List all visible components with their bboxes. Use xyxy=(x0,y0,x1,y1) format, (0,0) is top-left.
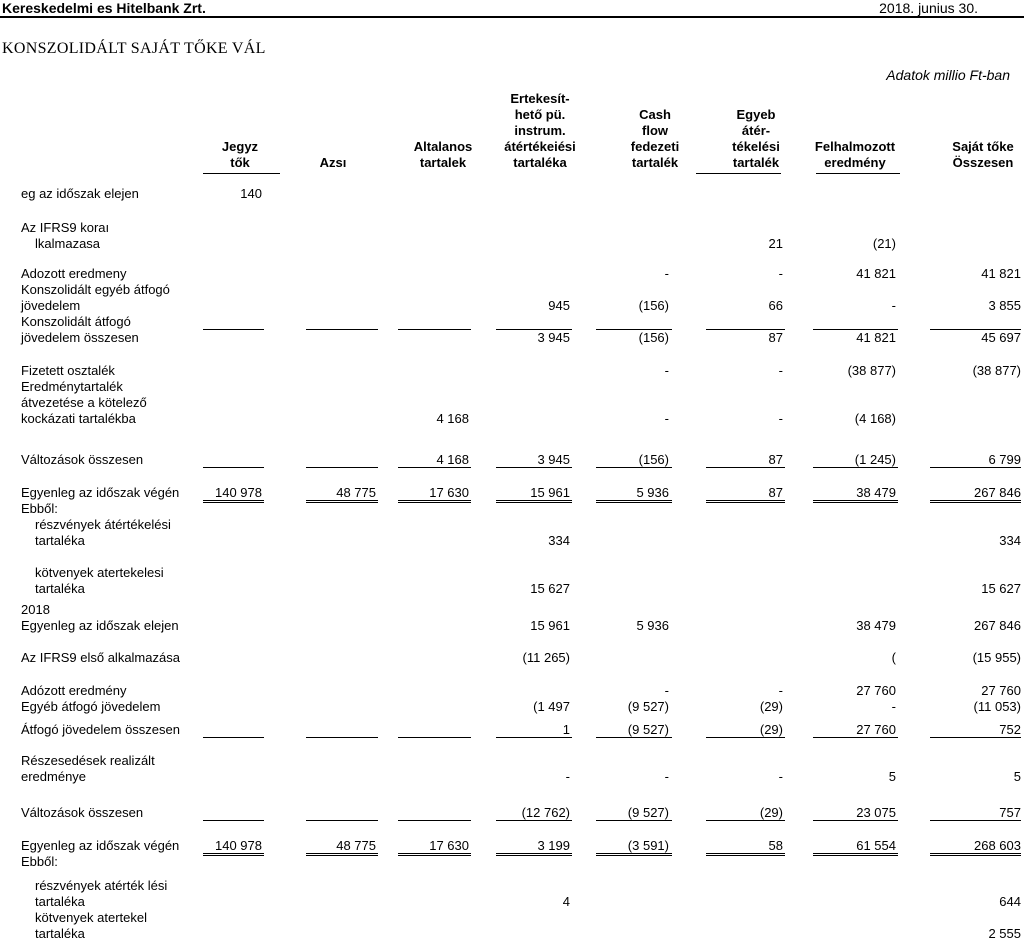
value-cell: - xyxy=(664,266,669,281)
total-rule xyxy=(706,853,785,856)
row-label-line: Ebből: xyxy=(21,854,58,869)
column-header-line: Felhalmozott xyxy=(814,139,896,154)
value-cell: (21) xyxy=(872,236,896,251)
column-header xyxy=(490,91,590,171)
subtotal-rule xyxy=(398,329,471,330)
subtotal-rule xyxy=(706,820,785,821)
column-header-line: Altalanos xyxy=(413,139,473,154)
value-cell: 268 603 xyxy=(974,838,1021,853)
subtotal-rule xyxy=(496,737,572,738)
column-header-line: fedezeti xyxy=(630,139,680,154)
table-row xyxy=(0,910,1024,942)
column-header-line: Összesen xyxy=(952,155,1014,170)
report-date: 2018. junius 30. xyxy=(879,0,978,16)
value-cell: 23 075 xyxy=(856,805,896,820)
column-header xyxy=(716,107,796,171)
row-label-line: tartaléka xyxy=(35,894,85,909)
table-row xyxy=(0,379,1024,427)
value-cell: (11 265) xyxy=(522,650,570,665)
value-cell: 87 xyxy=(768,330,783,345)
table-row xyxy=(0,517,1024,549)
subtotal-rule xyxy=(203,467,264,468)
column-header-line: Saját tőke xyxy=(952,139,1014,154)
column-header xyxy=(938,139,1024,171)
table-row xyxy=(0,753,1024,785)
value-cell: - xyxy=(664,769,669,784)
value-cell: 4 xyxy=(562,894,570,909)
table-row xyxy=(0,220,1024,252)
value-cell: (9 527) xyxy=(627,805,669,820)
subtotal-rule xyxy=(596,820,672,821)
value-cell: - xyxy=(778,363,783,378)
column-header-line: Egyeb xyxy=(736,107,776,122)
value-cell: 15 627 xyxy=(530,581,570,596)
column-header-line: tartaléka xyxy=(513,155,567,170)
column-header-line: flow xyxy=(642,123,668,138)
subtotal-rule xyxy=(930,737,1021,738)
value-cell: 15 627 xyxy=(981,581,1021,596)
row-label-line: Ebből: xyxy=(21,501,58,516)
subtotal-rule xyxy=(398,467,471,468)
row-label-line: részvények atérték lési xyxy=(35,878,168,893)
column-header-line: átértékeiési xyxy=(504,139,576,154)
value-cell: 334 xyxy=(548,533,570,548)
row-label-line: Eredménytartalék xyxy=(21,379,123,394)
value-cell: 48 775 xyxy=(336,838,376,853)
row-label-line: Az IFRS9 első alkalmazása xyxy=(21,650,180,665)
value-cell: (29) xyxy=(759,722,783,737)
row-label xyxy=(21,186,139,202)
value-cell: - xyxy=(664,363,669,378)
value-cell: 267 846 xyxy=(974,618,1021,633)
row-label-line: Az IFRS9 koraı xyxy=(21,220,110,235)
value-cell: 27 760 xyxy=(856,722,896,737)
value-cell: 66 xyxy=(768,298,783,313)
total-rule xyxy=(930,853,1021,856)
total-rule xyxy=(706,500,785,503)
column-header-line: tartalék xyxy=(732,155,780,170)
subtotal-rule xyxy=(706,329,785,330)
row-label-line: lkalmazasa xyxy=(35,236,101,251)
value-cell: 48 775 xyxy=(336,485,376,500)
value-cell: - xyxy=(891,298,896,313)
table-row xyxy=(0,699,1024,715)
value-cell: 3 945 xyxy=(537,452,570,467)
row-label-line: Egyenleg az időszak végén xyxy=(21,485,180,500)
value-cell: 61 554 xyxy=(856,838,896,853)
value-cell: 757 xyxy=(999,805,1021,820)
table-row xyxy=(0,683,1024,699)
row-label xyxy=(21,314,139,346)
column-header xyxy=(398,139,488,171)
column-header xyxy=(615,107,695,171)
value-cell: - xyxy=(565,769,570,784)
value-cell: 4 168 xyxy=(436,452,469,467)
row-label xyxy=(21,910,147,942)
table-row xyxy=(0,452,1024,468)
row-label xyxy=(21,452,143,468)
table-row xyxy=(0,650,1024,666)
row-label xyxy=(21,266,127,282)
value-cell: 58 xyxy=(768,838,783,853)
column-header-line: tők xyxy=(230,155,250,170)
value-cell: (156) xyxy=(638,298,669,313)
row-label xyxy=(21,753,155,785)
row-label xyxy=(21,683,127,699)
header-underline xyxy=(203,173,280,174)
total-rule xyxy=(306,853,378,856)
subtotal-rule xyxy=(706,737,785,738)
row-label xyxy=(21,282,170,314)
table-row xyxy=(0,266,1024,282)
table-row xyxy=(0,282,1024,314)
value-cell: (4 168) xyxy=(854,411,896,426)
row-label-line: Átfogó jövedelem összesen xyxy=(21,722,180,737)
column-header-line: átér- xyxy=(741,123,771,138)
row-label xyxy=(21,722,180,738)
value-cell: (3 591) xyxy=(627,838,669,853)
subtotal-rule xyxy=(306,329,378,330)
row-label-line: kötvenyek atertekelesi xyxy=(35,565,164,580)
row-label-line: Konszolidált átfogó xyxy=(21,314,131,329)
unit-note: Adatok millio Ft-ban xyxy=(886,67,1010,83)
column-header-line: Cash xyxy=(639,107,671,122)
value-cell: 1 xyxy=(562,722,570,737)
value-cell: (1 245) xyxy=(854,452,896,467)
value-cell: 17 630 xyxy=(429,838,469,853)
row-label xyxy=(21,650,180,666)
value-cell: 644 xyxy=(999,894,1021,909)
subtotal-rule xyxy=(203,737,264,738)
table-row xyxy=(0,314,1024,346)
table-row xyxy=(0,854,1024,870)
value-cell: 140 978 xyxy=(215,485,262,500)
subtotal-rule xyxy=(306,737,378,738)
row-label xyxy=(21,363,115,379)
subtotal-rule xyxy=(398,820,471,821)
value-cell: (38 877) xyxy=(972,363,1021,378)
column-header xyxy=(303,155,363,171)
row-label-line: eredménye xyxy=(21,769,87,784)
row-label-line: Adózott eredmény xyxy=(21,683,127,698)
value-cell: 3 945 xyxy=(537,330,570,345)
value-cell: 87 xyxy=(768,485,783,500)
value-cell: 27 760 xyxy=(981,683,1021,698)
company-name: Kereskedelmi es Hitelbank Zrt. xyxy=(2,0,206,16)
row-label-line: Egyéb átfogó jövedelem xyxy=(21,699,161,714)
value-cell: - xyxy=(664,683,669,698)
value-cell: (156) xyxy=(638,452,669,467)
value-cell: 5 xyxy=(888,769,896,784)
subtotal-rule xyxy=(930,820,1021,821)
total-rule xyxy=(813,500,898,503)
row-label xyxy=(21,501,58,517)
row-label-line: Egyenleg az időszak elejen xyxy=(21,618,179,633)
total-rule xyxy=(203,500,264,503)
table-row xyxy=(0,485,1024,501)
row-label-line: Részesedések realizált xyxy=(21,753,155,768)
value-cell: 38 479 xyxy=(856,618,896,633)
subtotal-rule xyxy=(813,329,898,330)
value-cell: - xyxy=(891,699,896,714)
column-header-line: Jegyz xyxy=(221,139,259,154)
value-cell: 41 821 xyxy=(856,330,896,345)
row-label xyxy=(21,854,58,870)
total-rule xyxy=(496,853,572,856)
subtotal-rule xyxy=(813,467,898,468)
value-cell: 15 961 xyxy=(530,485,570,500)
value-cell: 21 xyxy=(768,236,783,251)
column-header-line: hető pü. xyxy=(514,107,566,122)
value-cell: - xyxy=(778,266,783,281)
table-row xyxy=(0,722,1024,738)
value-cell: 3 855 xyxy=(988,298,1021,313)
header-underline xyxy=(696,173,781,174)
row-label-line: kockázati tartalékba xyxy=(21,411,136,426)
row-label-line: tartaléka xyxy=(35,926,85,941)
subtotal-rule xyxy=(306,467,378,468)
total-rule xyxy=(596,853,672,856)
subtotal-rule xyxy=(596,737,672,738)
value-cell: (15 955) xyxy=(972,650,1021,665)
row-label-line: 2018 xyxy=(21,602,50,617)
row-label xyxy=(21,602,179,634)
subtotal-rule xyxy=(496,467,572,468)
row-label-line: részvények átértékelési xyxy=(35,517,171,532)
row-label xyxy=(21,565,164,597)
value-cell: 5 936 xyxy=(636,485,669,500)
value-cell: 17 630 xyxy=(429,485,469,500)
column-header-line: eredmény xyxy=(824,155,886,170)
total-rule xyxy=(496,500,572,503)
value-cell: 15 961 xyxy=(530,618,570,633)
report-header xyxy=(0,0,1024,18)
column-header-line: Ertekesít- xyxy=(510,91,570,106)
value-cell: 945 xyxy=(548,298,570,313)
subtotal-rule xyxy=(706,467,785,468)
value-cell: (1 497 xyxy=(533,699,570,714)
row-label-line: Egyenleg az időszak végén xyxy=(21,838,180,853)
table-row xyxy=(0,805,1024,821)
value-cell: 27 760 xyxy=(856,683,896,698)
value-cell: (11 053) xyxy=(973,699,1021,714)
subtotal-rule xyxy=(203,329,264,330)
value-cell: 4 168 xyxy=(436,411,469,426)
row-label-line: Változások összesen xyxy=(21,805,144,820)
total-rule xyxy=(596,500,672,503)
value-cell: - xyxy=(664,411,669,426)
value-cell: 267 846 xyxy=(974,485,1021,500)
column-header-line: Azsı xyxy=(319,155,347,170)
subtotal-rule xyxy=(496,820,572,821)
value-cell: (29) xyxy=(759,805,783,820)
row-label-line: eg az időszak elejen xyxy=(21,186,139,201)
value-cell: 45 697 xyxy=(981,330,1021,345)
value-cell: 6 799 xyxy=(988,452,1021,467)
value-cell: 2 555 xyxy=(988,926,1021,941)
value-cell: (9 527) xyxy=(627,722,669,737)
row-label-line: jövedelem xyxy=(21,298,81,313)
column-header-line: tartalék xyxy=(631,155,679,170)
subtotal-rule xyxy=(203,820,264,821)
value-cell: 334 xyxy=(999,533,1021,548)
value-cell: 3 199 xyxy=(537,838,570,853)
row-label xyxy=(21,220,109,252)
table-row xyxy=(0,602,1024,634)
row-label-line: tartaléka xyxy=(35,533,85,548)
value-cell: 38 479 xyxy=(856,485,896,500)
value-cell: 752 xyxy=(999,722,1021,737)
total-rule xyxy=(813,853,898,856)
value-cell: 87 xyxy=(768,452,783,467)
row-label-line: átvezetése a kötelező xyxy=(21,395,147,410)
column-header xyxy=(200,139,280,171)
total-rule xyxy=(203,853,264,856)
value-cell: 41 821 xyxy=(856,266,896,281)
row-label xyxy=(21,517,171,549)
row-label xyxy=(21,878,167,910)
table-row xyxy=(0,878,1024,910)
row-label-line: kötvenyek atertekel xyxy=(35,910,148,925)
table-row xyxy=(0,565,1024,597)
table-row xyxy=(0,186,1024,202)
value-cell: (156) xyxy=(638,330,669,345)
value-cell: 140 978 xyxy=(215,838,262,853)
value-cell: - xyxy=(778,411,783,426)
value-cell: 5 xyxy=(1013,769,1021,784)
table-row xyxy=(0,501,1024,517)
total-rule xyxy=(398,853,471,856)
row-label-line: jövedelem összesen xyxy=(21,330,139,345)
subtotal-rule xyxy=(813,820,898,821)
value-cell: (29) xyxy=(759,699,783,714)
header-underline xyxy=(816,173,900,174)
row-label-line: Fizetett osztalék xyxy=(21,363,115,378)
value-cell: 5 936 xyxy=(636,618,669,633)
value-cell: (12 762) xyxy=(521,805,570,820)
subtotal-rule xyxy=(596,329,672,330)
table-row xyxy=(0,363,1024,379)
total-rule xyxy=(306,500,378,503)
value-cell: - xyxy=(778,683,783,698)
total-rule xyxy=(398,500,471,503)
row-label xyxy=(21,379,147,427)
subtotal-rule xyxy=(496,329,572,330)
subtotal-rule xyxy=(930,467,1021,468)
subtotal-rule xyxy=(930,329,1021,330)
row-label-line: Adozott eredmeny xyxy=(21,266,127,281)
value-cell: ( xyxy=(891,650,896,665)
total-rule xyxy=(930,500,1021,503)
statement-title: KONSZOLIDÁLT SAJÁT TŐKE VÁL xyxy=(2,40,266,57)
value-cell: (9 527) xyxy=(627,699,669,714)
table-row xyxy=(0,838,1024,854)
value-cell: 140 xyxy=(240,186,262,201)
row-label xyxy=(21,699,160,715)
row-label xyxy=(21,485,179,501)
row-label-line: tartaléka xyxy=(35,581,85,596)
value-cell: (38 877) xyxy=(847,363,896,378)
column-header-line: instrum. xyxy=(514,123,566,138)
column-header-line: tékelési xyxy=(732,139,780,154)
column-header-line: tartalek xyxy=(419,155,467,170)
row-label xyxy=(21,838,179,854)
subtotal-rule xyxy=(813,737,898,738)
subtotal-rule xyxy=(398,737,471,738)
column-header xyxy=(800,139,910,171)
subtotal-rule xyxy=(596,467,672,468)
value-cell: - xyxy=(778,769,783,784)
value-cell: 41 821 xyxy=(981,266,1021,281)
row-label-line: Változások összesen xyxy=(21,452,144,467)
subtotal-rule xyxy=(306,820,378,821)
row-label-line: Konszolidált egyéb átfogó xyxy=(21,282,170,297)
row-label xyxy=(21,805,143,821)
